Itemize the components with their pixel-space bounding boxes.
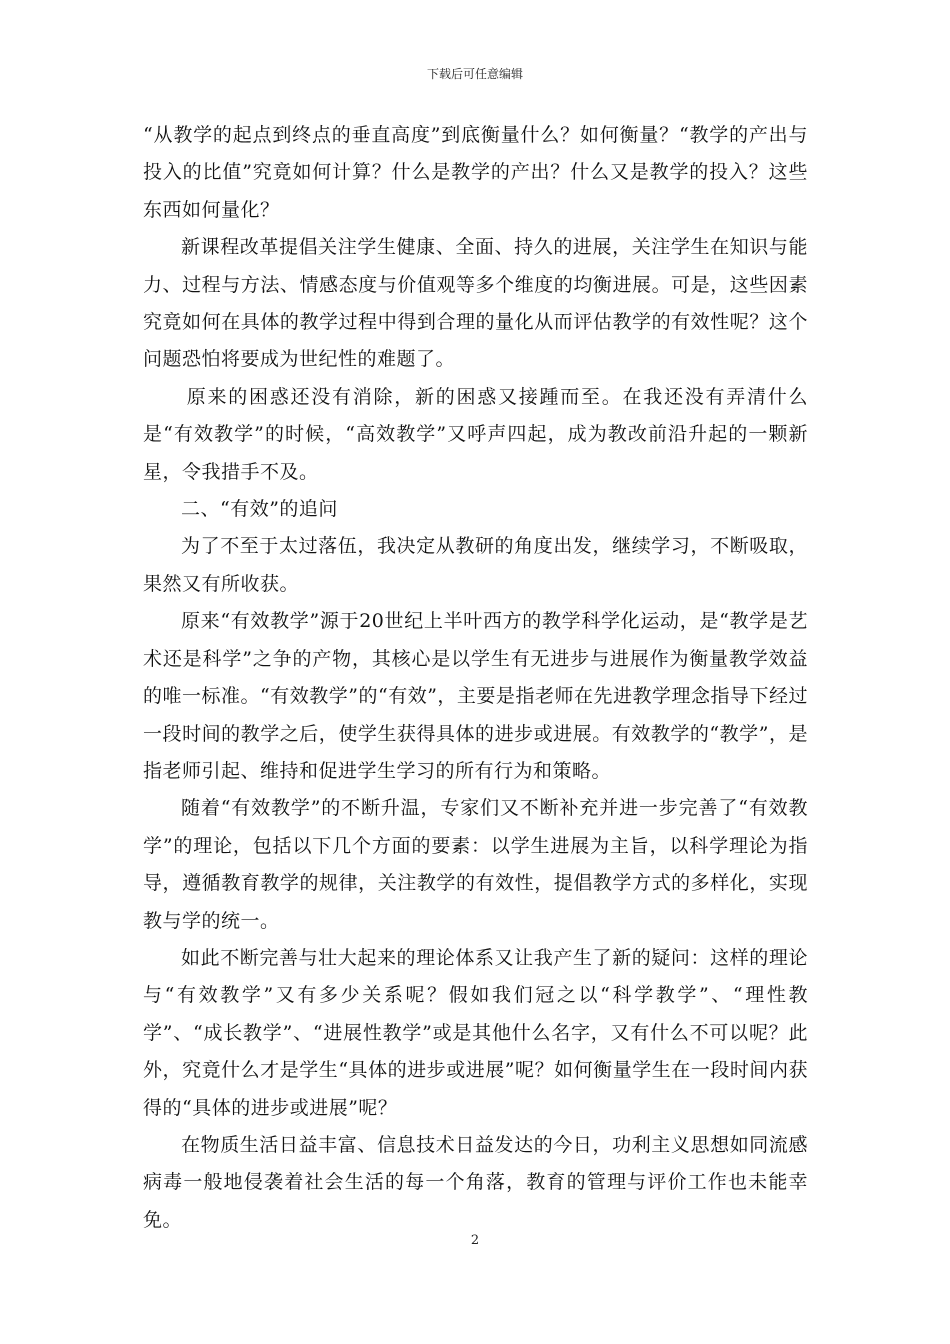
paragraph-new-confusion: 原来的困惑还没有消除，新的困惑又接踵而至。在我还没有弄清什么是“有效教学”的时候，“高效教学”又呼声四起，成为教改前沿升起的一颗新星，令我措手不及。 [143,385,808,483]
section-heading-effective-inquiry: 二、“有效”的追问 [181,498,338,521]
paragraph-origin-of-effective-teaching: 原来“有效教学”源于20世纪上半叶西方的教学科学化运动，是“教学是艺术还是科学”之争的产物，其核心是以学生有无进步与进展作为衡量教学效益的唯一标准。“有效教学”的“有效”，主要是指老师在先进教学理念指导下经过一段时间的教学之后，使学生获得具体的进步或进展。有效教学的“教学”，是指老师引起、维持和促进学生学习的所有行为和策略。 [143,610,808,782]
document-body [143,117,808,1239]
paragraph-continue-learning: 为了不至于太过落伍，我决定从教研的角度出发，继续学习，不断吸取，果然又有所收获。 [143,535,808,595]
paragraph-new-doubts: 如此不断完善与壮大起来的理论体系又让我产生了新的疑问：这样的理论与“有效教学”又有多少关系呢？假如我们冠之以“科学教学”、“理性教学”、“成长教学”、“进展性教学”或是其他什么名字，又有什么不可以呢？此外，究竟什么才是学生“具体的进步或进展”呢？如何衡量学生在一段时间内获得的“具体的进步或进展”呢？ [143,946,808,1119]
paragraph-measurement-questions: “从教学的起点到终点的垂直高度”到底衡量什么？如何衡量？“教学的产出与投入的比值”究竟如何计算？什么是教学的产出？什么又是教学的投入？这些东西如何量化？ [143,124,808,221]
paragraph-theory-elements: 随着“有效教学”的不断升温，专家们又不断补充并进一步完善了“有效教学”的理论，包括以下几个方面的要素：以学生进展为主旨，以科学理论为指导，遵循教育教学的规律，关注教学的有效性，提倡教学方式的多样化，实现教与学的统一。 [143,797,808,932]
paragraph-curriculum-reform: 新课程改革提倡关注学生健康、全面、持久的进展，关注学生在知识与能力、过程与方法、情感态度与价值观等多个维度的均衡进展。可是，这些因素究竟如何在具体的教学过程中得到合理的量化从而评估教学的有效性呢？这个问题恐怕将要成为世纪性的难题了。 [143,236,808,371]
paragraph-utilitarianism: 在物质生活日益丰富、信息技术日益发达的今日，功利主义思想如同流感病毒一般地侵袭着社会生活的每一个角落，教育的管理与评价工作也未能幸免。 [143,1133,808,1231]
page-header: 下载后可任意编辑 [426,67,523,81]
page-number: 2 [470,1233,480,1248]
